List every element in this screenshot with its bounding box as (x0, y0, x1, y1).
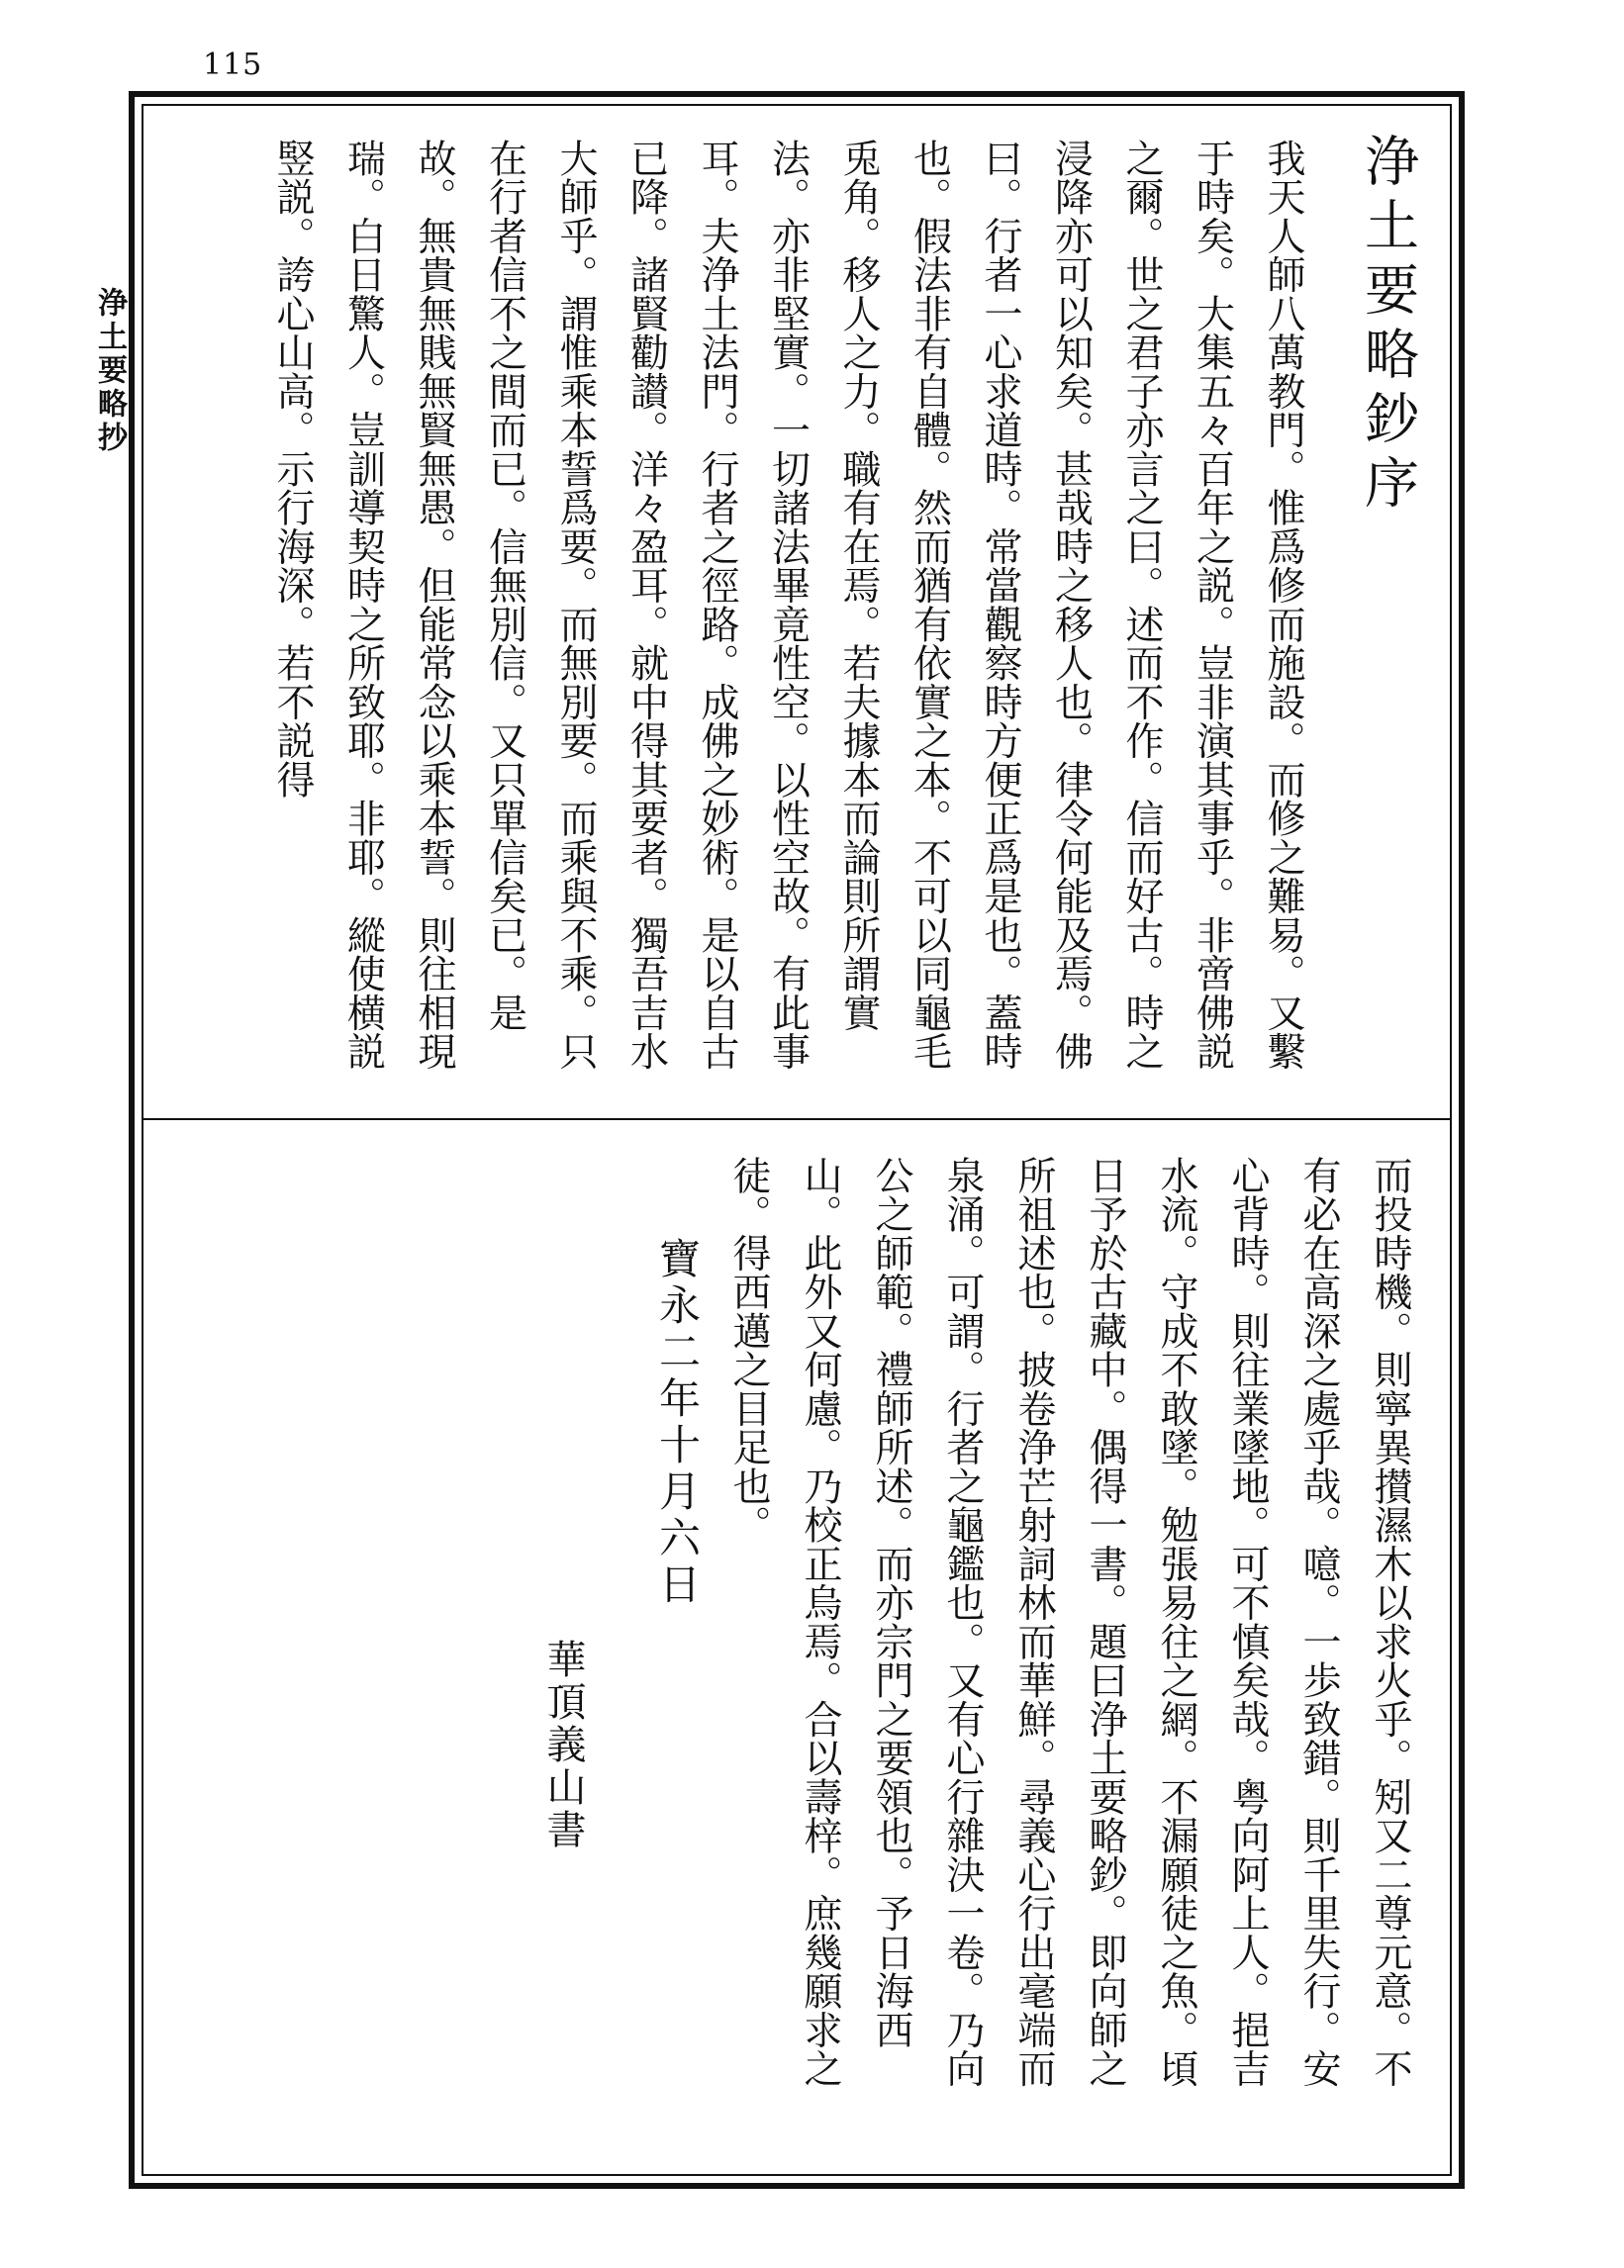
preface-bottom-section (183, 1146, 1425, 2145)
preface-body (190, 139, 1318, 1088)
preface-top-section (183, 129, 1425, 1098)
preface-title: 浄土要略鈔序 (1356, 133, 1419, 519)
preface-signature: 華頂義山書 (540, 1639, 586, 1851)
spine-title: 浄土要略抄 (92, 287, 127, 455)
preface-continuation-text: 而投時機。則寧異攅濕木以求火乎。矧又二尊元意。不有必在高深之處乎哉。噫。一歩致錯。則千里失行。安心背時。則往業墜地。可不慎矣哉。粤向阿上人。挹吉水流。守成不敢墜。勉張易往之網。不漏願徒之魚。頃日予於古藏中。偶得一書。題曰浄土要略鈔。即向師之所祖述也。披卷浄芒射詞林而華鮮。尋義心行出毫端而泉涌。可謂。行者之龜鑑也。又有心行雜決一卷。乃向公之師範。禮師所述。而亦宗門之要領也。予日海西山。此外又何慮。乃校正烏焉。合以壽梓。庶幾願求之徒。得西邁之目足也。 (726, 1156, 1412, 2088)
preface-text: 我天人師八萬教門。惟爲修而施設。而修之難易。又繫于時矣。大集五々百年之説。豈非演其事乎。非啻佛説之爾。世之君子亦言之曰。述而不作。信而好古。時之浸降亦可以知矣。甚哉時之移人也。律令何能及焉。佛曰。行者一心求道時。常當觀察時方便正爲是也。蓋時也。假法非有自體。然而猶有依實之本。不可以同龜毛兎角。移人之力。職有在焉。若夫據本而論則所謂實法。亦非堅實。一切諸法畢竟性空。以性空故。有此事耳。夫浄土法門。行者之徑路。成佛之妙術。是以自古已降。諸賢勸讃。洋々盈耳。就中得其要者。獨吾吉水大師乎。謂惟乘本誓爲要。而無別要。而乘與不乘。只在行者信不之間而已。信無別信。又只單信矣已。是故。無貴無賎無賢無愚。但能常念以乘本誓。則往相現瑞。白日驚人。豈訓導契時之所致耶。非耶。縱使横説竪説。誇心山高。示行海深。若不説得 (270, 139, 1305, 1071)
preface-continuation (726, 1156, 1425, 2126)
preface-date: 寶永二年十月六日 (653, 1237, 702, 1609)
section-divider (142, 1118, 1452, 1120)
page-number: 115 (203, 47, 263, 82)
